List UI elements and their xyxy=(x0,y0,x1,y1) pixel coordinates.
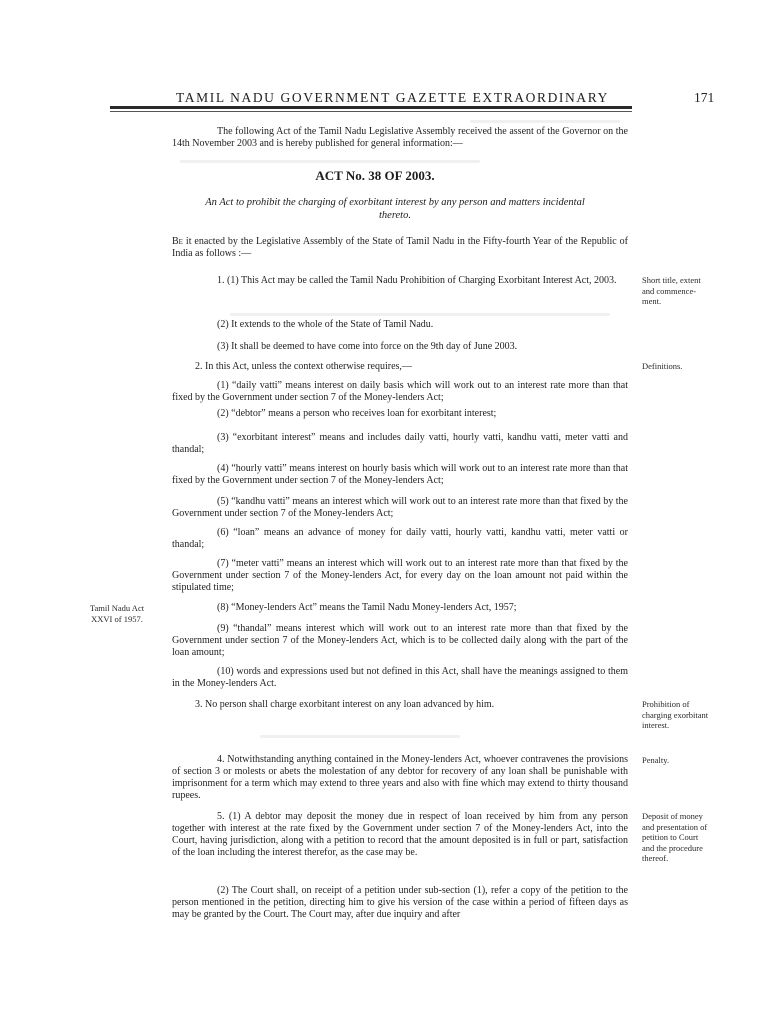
section-4: 4. Notwithstanding anything contained in the Money-lenders Act, whoever contravenes the provisions of section 3 or molests or abets the molestation of any debtor for recovery of any loan shall be punishable with imprisonment for a term which may extend to three years and also with fine which may extend to thirty thousand rupees. xyxy=(172,754,628,801)
header-rule-thick xyxy=(110,106,632,109)
definition-kandhu-vatti: (5) “kandhu vatti” means an interest which will work out to an interest rate more than that fixed by the Government under section 7 of the Money-lenders Act; xyxy=(172,496,628,519)
margin-note-definitions: Definitions. xyxy=(642,361,683,371)
margin-note-tn-act: Tamil Nadu Act XXVI of 1957. xyxy=(89,603,145,624)
enacting-formula xyxy=(172,236,628,260)
section-5-1: 5. (1) A debtor may deposit the money due in respect of loan received by him from any person together with interest at the rate fixed by the Government under section 7 of the Money-lenders Act, into the Court, having jurisdiction, along with a petition to record that the amount deposited is in full or part, satisfaction of the loan including the interest therefor, as the case may be. xyxy=(172,811,628,858)
section-3: 3. No person shall charge exorbitant interest on any loan advanced by him. xyxy=(195,699,495,710)
definition-money-lenders-act: (8) “Money-lenders Act” means the Tamil Nadu Money-lenders Act, 1957; xyxy=(217,602,517,613)
scan-bleed-mark xyxy=(230,313,610,316)
gazette-header-title: TAMIL NADU GOVERNMENT GAZETTE EXTRAORDINARY xyxy=(176,90,609,105)
definition-thandal: (9) “thandal” means interest which will work out to an interest rate more than that fixed by the Government under section 7 of the Money-lenders Act, which is to be collected daily along with the part of the loan amount; xyxy=(172,623,628,658)
definition-hourly-vatti: (4) “hourly vatti” means interest on hourly basis which will work out to an interest rate more than that fixed by the Government under section 7 of the Money-lenders Act; xyxy=(172,463,628,486)
enacting-text: it enacted by the Legislative Assembly of the State of Tamil Nadu in the Fifty-fourth Year of the Republic of India as follows :— xyxy=(172,236,629,259)
act-title: ACT No. 38 OF 2003. xyxy=(315,168,435,183)
section-2-intro: 2. In this Act, unless the context otherwise requires,— xyxy=(195,361,412,372)
section-1-3: (3) It shall be deemed to have come into force on the 9th day of June 2003. xyxy=(217,341,518,352)
definition-loan: (6) “loan” means an advance of money for daily vatti, hourly vatti, kandhu vatti, meter vatti or thandal; xyxy=(172,527,628,550)
margin-note-deposit: Deposit of money and presentation of petition to Court and the procedure thereof. xyxy=(642,811,708,863)
preamble: The following Act of the Tamil Nadu Legislative Assembly received the assent of the Governor on the 14th November 2003 and is hereby published for general information:— xyxy=(172,126,628,149)
margin-note-penalty: Penalty. xyxy=(642,755,670,765)
scan-bleed-mark xyxy=(180,160,480,163)
section-5-2: (2) The Court shall, on receipt of a petition under sub-section (1), refer a copy of the petition to the person mentioned in the petition, directing him to give his version of the case within a period of fifteen days as may be granted by the Court. The Court may, after due inquiry and after xyxy=(172,885,628,920)
section-1-2: (2) It extends to the whole of the State of Tamil Nadu. xyxy=(217,319,434,330)
page-number: 171 xyxy=(694,90,715,105)
margin-note-prohibition: Prohibition of charging exorbitant interest. xyxy=(642,699,709,730)
definition-exorbitant-interest: (3) “exorbitant interest” means and includes daily vatti, hourly vatti, kandhu vatti, meter vatti and thandal; xyxy=(172,432,628,455)
scan-bleed-mark xyxy=(260,735,460,738)
header-rule-thin xyxy=(110,111,632,112)
enacting-lead: Be xyxy=(172,236,183,247)
definition-residual: (10) words and expressions used but not defined in this Act, shall have the meanings assigned to them in the Money-lenders Act. xyxy=(172,666,628,689)
definition-debtor: (2) “debtor” means a person who receives loan for exorbitant interest; xyxy=(217,408,497,419)
section-1-1: 1. (1) This Act may be called the Tamil Nadu Prohibition of Charging Exorbitant Interest Act, 2003. xyxy=(217,275,617,286)
margin-note-short-title: Short title, extent and commence-ment. xyxy=(642,275,701,306)
scan-bleed-mark xyxy=(470,120,620,123)
definition-daily-vatti: (1) “daily vatti” means interest on daily basis which will work out to an interest rate more than that fixed by the Government under section 7 of the Money-lenders Act; xyxy=(172,380,628,403)
definition-meter-vatti: (7) “meter vatti” means an interest which will work out to an interest rate more than that fixed by the Government under section 7 of the Money-lenders Act, for every day on the loan amount not paid within the stipulated time; xyxy=(172,558,628,593)
long-title: An Act to prohibit the charging of exorbitant interest by any person and matters incidental thereto. xyxy=(205,197,585,221)
